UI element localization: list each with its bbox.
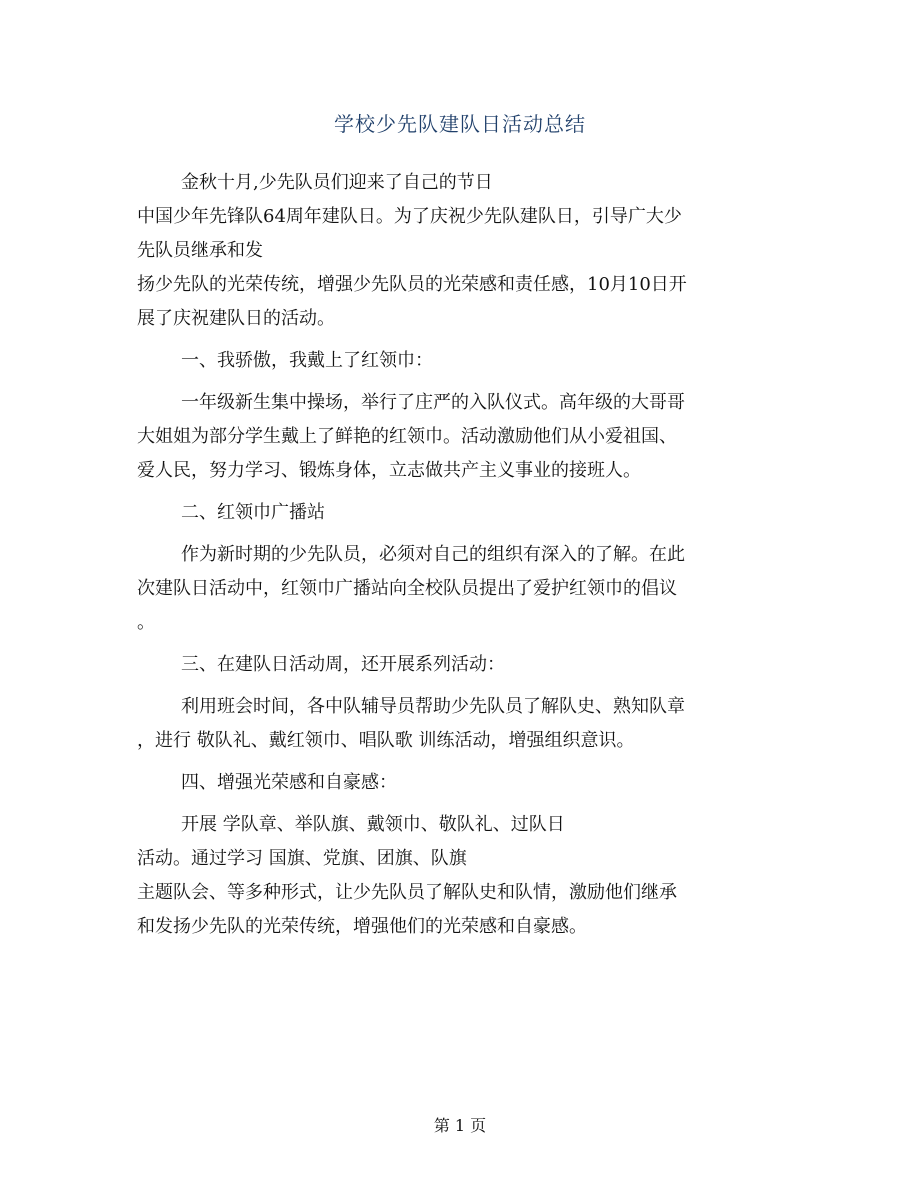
paragraph-line: 先队员继承和发 (137, 240, 263, 261)
paragraph-line: 开展 学队章、举队旗、戴领巾、敬队礼、过队日 (181, 814, 565, 835)
paragraph-line: 一年级新生集中操场，举行了庄严的入队仪式。高年级的大哥哥 (181, 392, 685, 413)
paragraph-line: 展了庆祝建队日的活动。 (137, 308, 335, 329)
section-heading: 四、增强光荣感和自豪感： (181, 772, 397, 793)
paragraph-line: 作为新时期的少先队员，必须对自己的组织有深入的了解。在此 (181, 544, 685, 565)
section-heading: 一、我骄傲，我戴上了红领巾： (181, 350, 433, 371)
paragraph-line: 次建队日活动中，红领巾广播站向全校队员提出了爱护红领巾的倡议 (137, 578, 677, 599)
paragraph-line: 爱人民，努力学习、锻炼身体，立志做共产主义事业的接班人。 (137, 460, 641, 481)
paragraph-line: 利用班会时间，各中队辅导员帮助少先队员了解队史、熟知队章 (181, 696, 685, 717)
paragraph-line: 大姐姐为部分学生戴上了鲜艳的红领巾。活动激励他们从小爱祖国、 (137, 426, 677, 447)
section-heading: 二、红领巾广播站 (181, 502, 325, 523)
paragraph-line: 扬少先队的光荣传统，增强少先队员的光荣感和责任感，10月10日开 (137, 274, 687, 295)
paragraph-line: 金秋十月,少先队员们迎来了自己的节日 (181, 172, 493, 193)
paragraph-line: ，进行 敬队礼、戴红领巾、唱队歌 训练活动，增强组织意识。 (137, 730, 635, 751)
document-title: 学校少先队建队日活动总结 (334, 112, 586, 136)
page-number: 第 1 页 (433, 1116, 487, 1135)
section-heading: 三、在建队日活动周，还开展系列活动： (181, 654, 505, 675)
paragraph-line: 中国少年先锋队64周年建队日。为了庆祝少先队建队日，引导广大少 (137, 206, 682, 227)
paragraph-line: 和发扬少先队的光荣传统，增强他们的光荣感和自豪感。 (137, 916, 587, 937)
paragraph-line: 主题队会、等多种形式，让少先队员了解队史和队情，激励他们继承 (137, 882, 677, 903)
paragraph-line: 活动。通过学习 国旗、党旗、团旗、队旗 (137, 848, 467, 869)
paragraph-line: 。 (137, 612, 155, 633)
document-body (137, 166, 777, 944)
